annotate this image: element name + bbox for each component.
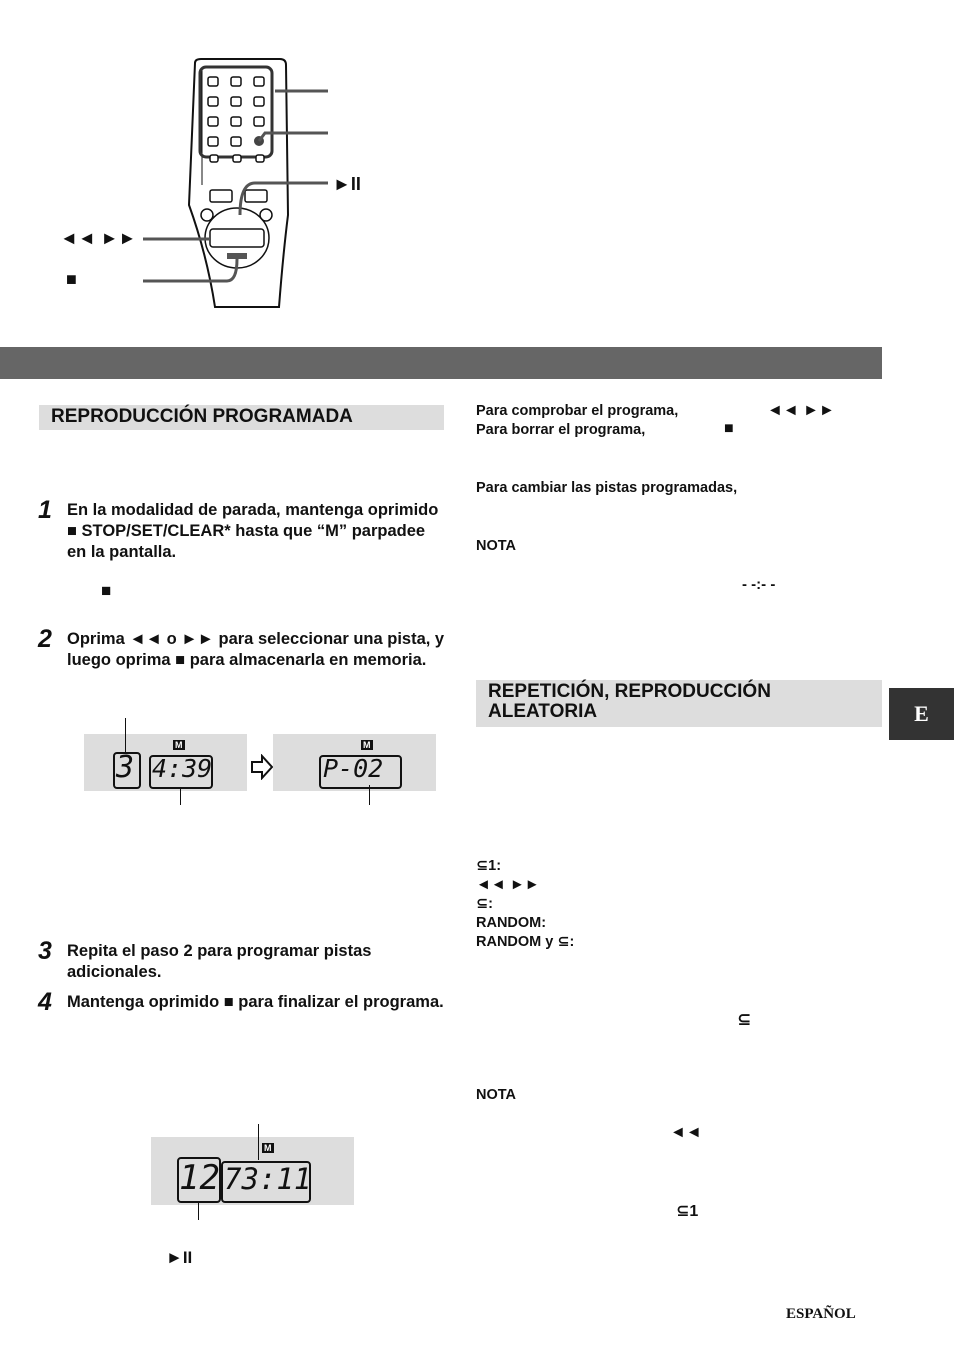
memory-badge-3: M bbox=[264, 1143, 272, 1153]
mode-repeat-one: ⊆1: bbox=[476, 858, 502, 874]
program-number: P-02 bbox=[323, 754, 384, 783]
section-title-repeat-random: REPETICIÓN, REPRODUCCIÓN ALEATORIA bbox=[476, 680, 882, 727]
step-number-2: 2 bbox=[38, 625, 52, 653]
track-number: 3 bbox=[116, 750, 135, 785]
mode-random: RANDOM: bbox=[476, 915, 547, 931]
header-band bbox=[0, 347, 882, 379]
pointer-line-track bbox=[125, 718, 126, 752]
memory-badge-2: M bbox=[363, 740, 371, 750]
total-time: 73:11 bbox=[224, 1162, 312, 1196]
step-number-3: 3 bbox=[38, 937, 52, 965]
step-2-text: Oprima ◄◄ o ►► para seleccionar una pista, y luego oprima ■ para almacenarla en memoria. bbox=[67, 630, 445, 669]
play-pause-symbol: ►II bbox=[166, 1248, 193, 1267]
step-number-1: 1 bbox=[38, 496, 52, 524]
step-1-text: En la modalidad de parada, mantenga oprimido ■ STOP/SET/CLEAR* hasta que “M” parpadee en la pantalla. bbox=[67, 501, 439, 561]
step-4-text: Mantenga oprimido ■ para finalizar el programa. bbox=[67, 993, 444, 1011]
nota-2-repeat-one-icon: ⊆1 bbox=[676, 1203, 699, 1220]
check-program-text: Para comprobar el programa, bbox=[476, 403, 679, 419]
repeat-icon: ⊆ bbox=[737, 1010, 752, 1029]
pointer-line-total-time bbox=[258, 1124, 259, 1160]
mode-random-repeat: RANDOM y ⊆: bbox=[476, 934, 575, 950]
remote-stop-label: ■ bbox=[66, 269, 77, 289]
time-value: 4:39 bbox=[152, 754, 213, 783]
check-program-symbols: ◄◄ ►► bbox=[767, 402, 835, 419]
mode-skip-symbols: ◄◄ ►► bbox=[476, 876, 540, 893]
language-tab: E bbox=[889, 688, 954, 740]
arrow-right-icon bbox=[250, 754, 274, 780]
nota-heading-1: NOTA bbox=[476, 538, 517, 554]
footer-language: ESPAÑOL bbox=[786, 1306, 856, 1322]
remote-play-pause-label: ►II bbox=[333, 174, 361, 194]
clear-program-symbol: ■ bbox=[724, 420, 734, 437]
pointer-line-total-tracks bbox=[198, 1202, 199, 1220]
step-3-text: Repita el paso 2 para programar pistas adicionales. bbox=[67, 942, 372, 981]
nota-heading-2: NOTA bbox=[476, 1087, 517, 1103]
total-tracks: 12 bbox=[179, 1158, 220, 1198]
section-title-programmed-play: REPRODUCCIÓN PROGRAMADA bbox=[39, 405, 444, 430]
memory-badge-1: M bbox=[175, 740, 183, 750]
step-number-4: 4 bbox=[38, 988, 52, 1016]
change-tracks-text: Para cambiar las pistas programadas, bbox=[476, 480, 738, 496]
pointer-line-program bbox=[369, 785, 370, 805]
remote-skip-label: ◄◄ ►► bbox=[60, 228, 137, 248]
clear-program-text: Para borrar el programa, bbox=[476, 422, 646, 438]
mode-repeat-all: ⊆: bbox=[476, 896, 493, 912]
step-1-stop-symbol: ■ bbox=[101, 581, 112, 600]
nota-1-display: - -:- - bbox=[742, 576, 776, 593]
nota-2-rewind-symbol: ◄◄ bbox=[670, 1124, 702, 1141]
